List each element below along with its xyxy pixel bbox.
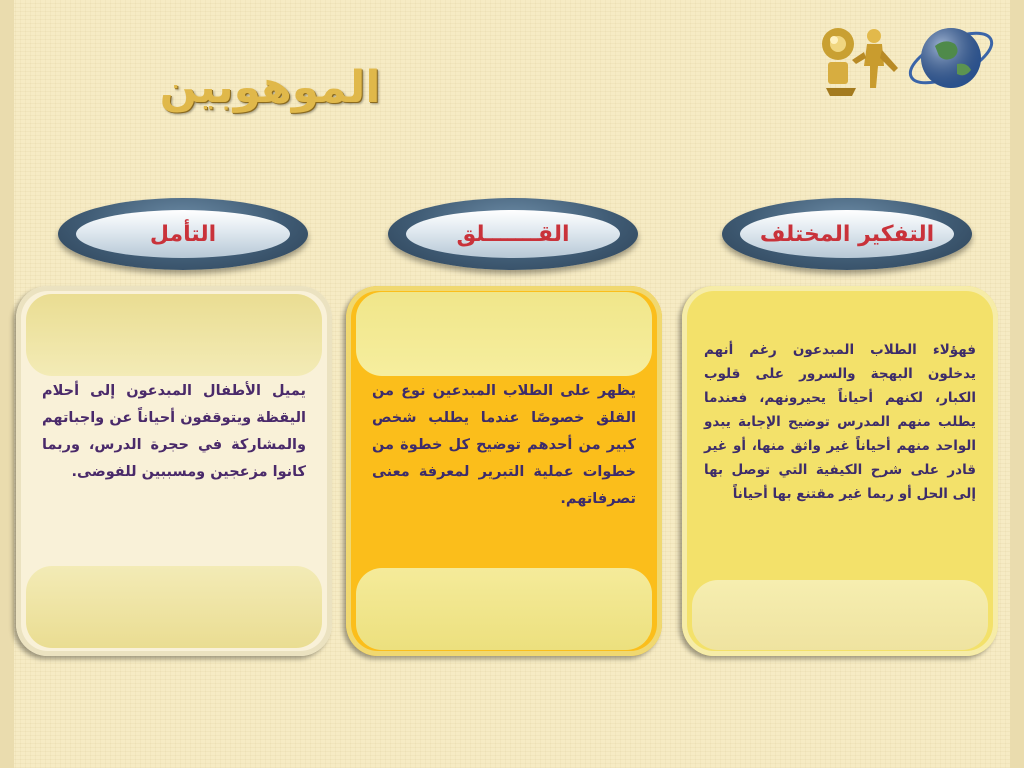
header-pill-different-thinking xyxy=(722,198,972,270)
card-text: فهؤلاء الطلاب المبدعون رغم أنهم يدخلون البهجة والسرور على قلوب الكبار، لكنهم أحياناً يحيرونهم، فعندما يطلب منهم المدرس توضيح الإجابة يبدو الواحد منهم أحياناً غير واثق منها، أو غير قادر على شرح الكيفية التي توصل بها إلى الحل أو ربما غير مقتنع بها أحياناً xyxy=(704,342,976,502)
card-text: يظهر على الطلاب المبدعين نوع من القلق خصوصًا عندما يطلب شخص كبير من أحدهم توضيح كل خطوة من خطوات عملية التبرير لمعرفة معنى تصرفاتهم. xyxy=(372,383,636,507)
header-pill-reflection xyxy=(58,198,308,270)
card-text: يميل الأطفال المبدعون إلى أحلام اليقظة ويتوقفون أحياناً عن واجباتهم والمشاركة في حجرة الدرس، وربما كانوا مزعجين ومسببين للفوضى. xyxy=(42,383,306,480)
card-anxiety xyxy=(346,286,662,656)
card-bottom-band xyxy=(692,580,988,650)
header-label: التأمل xyxy=(149,221,217,247)
slide-title: الموهوبين xyxy=(159,62,381,113)
figure-with-gear-icon xyxy=(812,18,908,104)
card-top-band xyxy=(356,292,652,376)
card-different-thinking xyxy=(682,286,998,656)
card-reflection xyxy=(16,286,332,656)
header-label: التفكير المختلف xyxy=(759,221,935,247)
header-pill-anxiety xyxy=(388,198,638,270)
card-bottom-band xyxy=(356,568,652,650)
globe-icon xyxy=(905,12,997,104)
card-top-band xyxy=(26,294,322,376)
card-bottom-band xyxy=(26,566,322,648)
header-label: القـــــــلق xyxy=(456,221,570,247)
